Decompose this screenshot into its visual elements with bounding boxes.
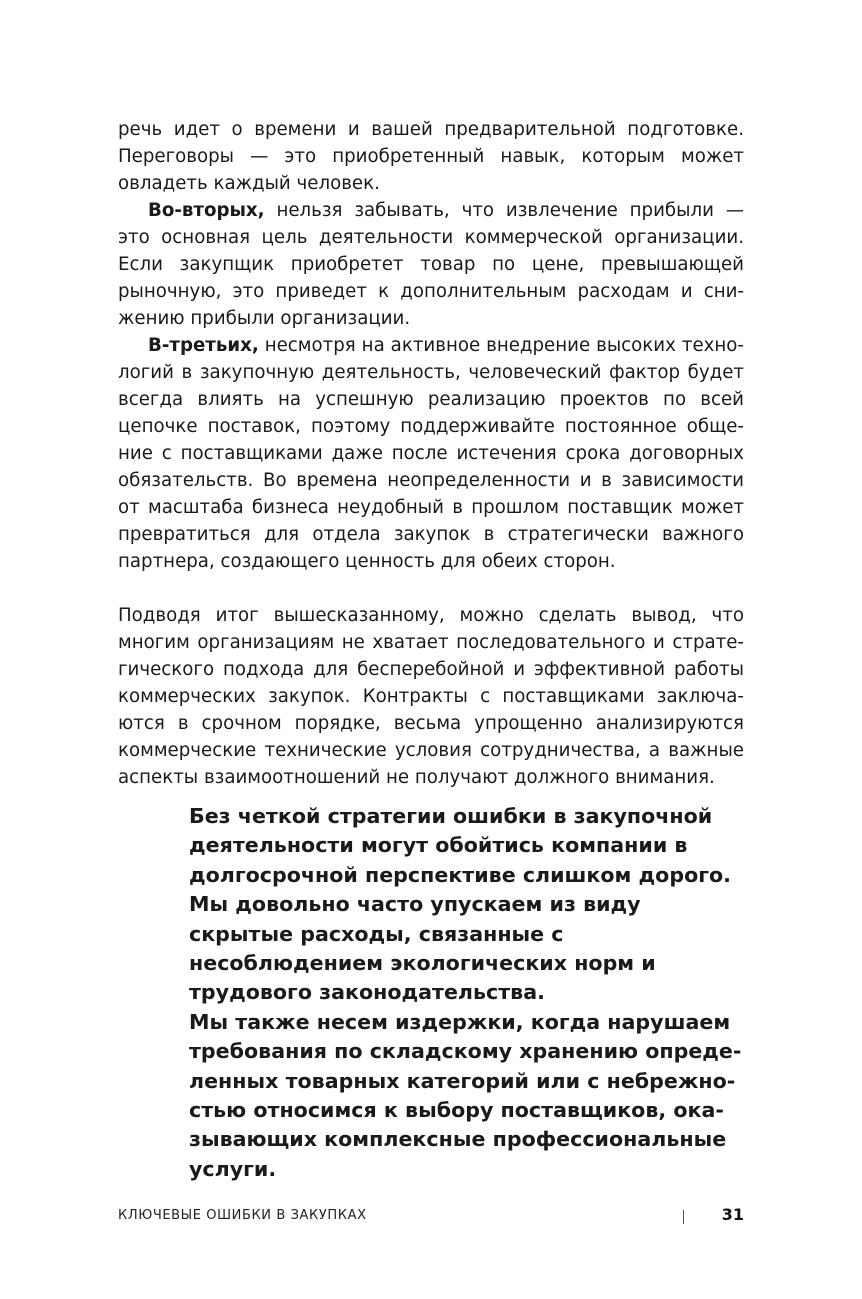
pull-quote bbox=[189, 802, 745, 1184]
paragraph-body: несмотря на активное внедрение высоких технологий в закупочную деятельность, человеческий фактор будет всегда влиять на успешную реализацию проектов по всей цепочке поставок, поэтому поддерживайте постоянное общение с поставщиками даже после истечения срока договорных обязательств. Во времена неопределенности и в зависимости от масштаба бизнеса неудобный в прошлом поставщик может превратиться для отдела закупок в стратегически важного партнера, создающего ценность для обеих сторон. bbox=[118, 335, 744, 572]
footer-divider bbox=[683, 1210, 684, 1224]
quote-line-3: Мы также несем издержки, когда нарушаем требования по складскому хранению определенных товарных категорий или с небрежностью относимся к выбору поставщиков, оказывающих комплексные профессиональные услуги. bbox=[189, 1009, 742, 1181]
page-number: 31 bbox=[721, 1205, 744, 1224]
paragraph-summary: Подводя итог вышесказанному, можно сделать вывод, что многим организациям не хватает последовательного и стратегического подхода для бесперебойной и эффективной работы коммерческих закупок. Контракты с поставщиками заключаются в срочном порядке, весьма упрощенно анализируются коммерческие технические условия сотрудничества, а важные аспекты взаимоотношений не получают должного внимания. bbox=[118, 605, 744, 788]
paragraph-gap bbox=[118, 575, 744, 602]
paragraph-lead: Во-вторых, bbox=[148, 200, 265, 221]
paragraph-thirdly bbox=[118, 332, 744, 575]
quote-line-2: Мы довольно часто упускаем из виду скрытые расходы, связанные с несоблюдением экологических норм и трудового законодательства. bbox=[189, 892, 656, 1005]
body-text bbox=[118, 116, 744, 791]
paragraph-body: нельзя забывать, что извлечение прибыли — это основная цель деятельности коммерческой организации. Если закупщик приобретет товар по цене, превышающей рыночную, это приведет к дополнительным расходам и снижению прибыли организации. bbox=[118, 200, 744, 329]
quote-line-1: Без четкой стратегии ошибки в закупочной деятельности могут обойтись компании в долгосрочной перспективе слишком дорого. bbox=[189, 804, 731, 887]
page-footer bbox=[118, 1206, 744, 1226]
paragraph-lead: В-третьих, bbox=[148, 335, 259, 356]
paragraph-continuation: речь идет о времени и вашей предварительной подготовке. Переговоры — это приобретенный навык, которым может овладеть каждый человек. bbox=[118, 119, 744, 194]
paragraph-secondly bbox=[118, 197, 744, 332]
running-title: КЛЮЧЕВЫЕ ОШИБКИ В ЗАКУПКАХ bbox=[118, 1208, 367, 1223]
